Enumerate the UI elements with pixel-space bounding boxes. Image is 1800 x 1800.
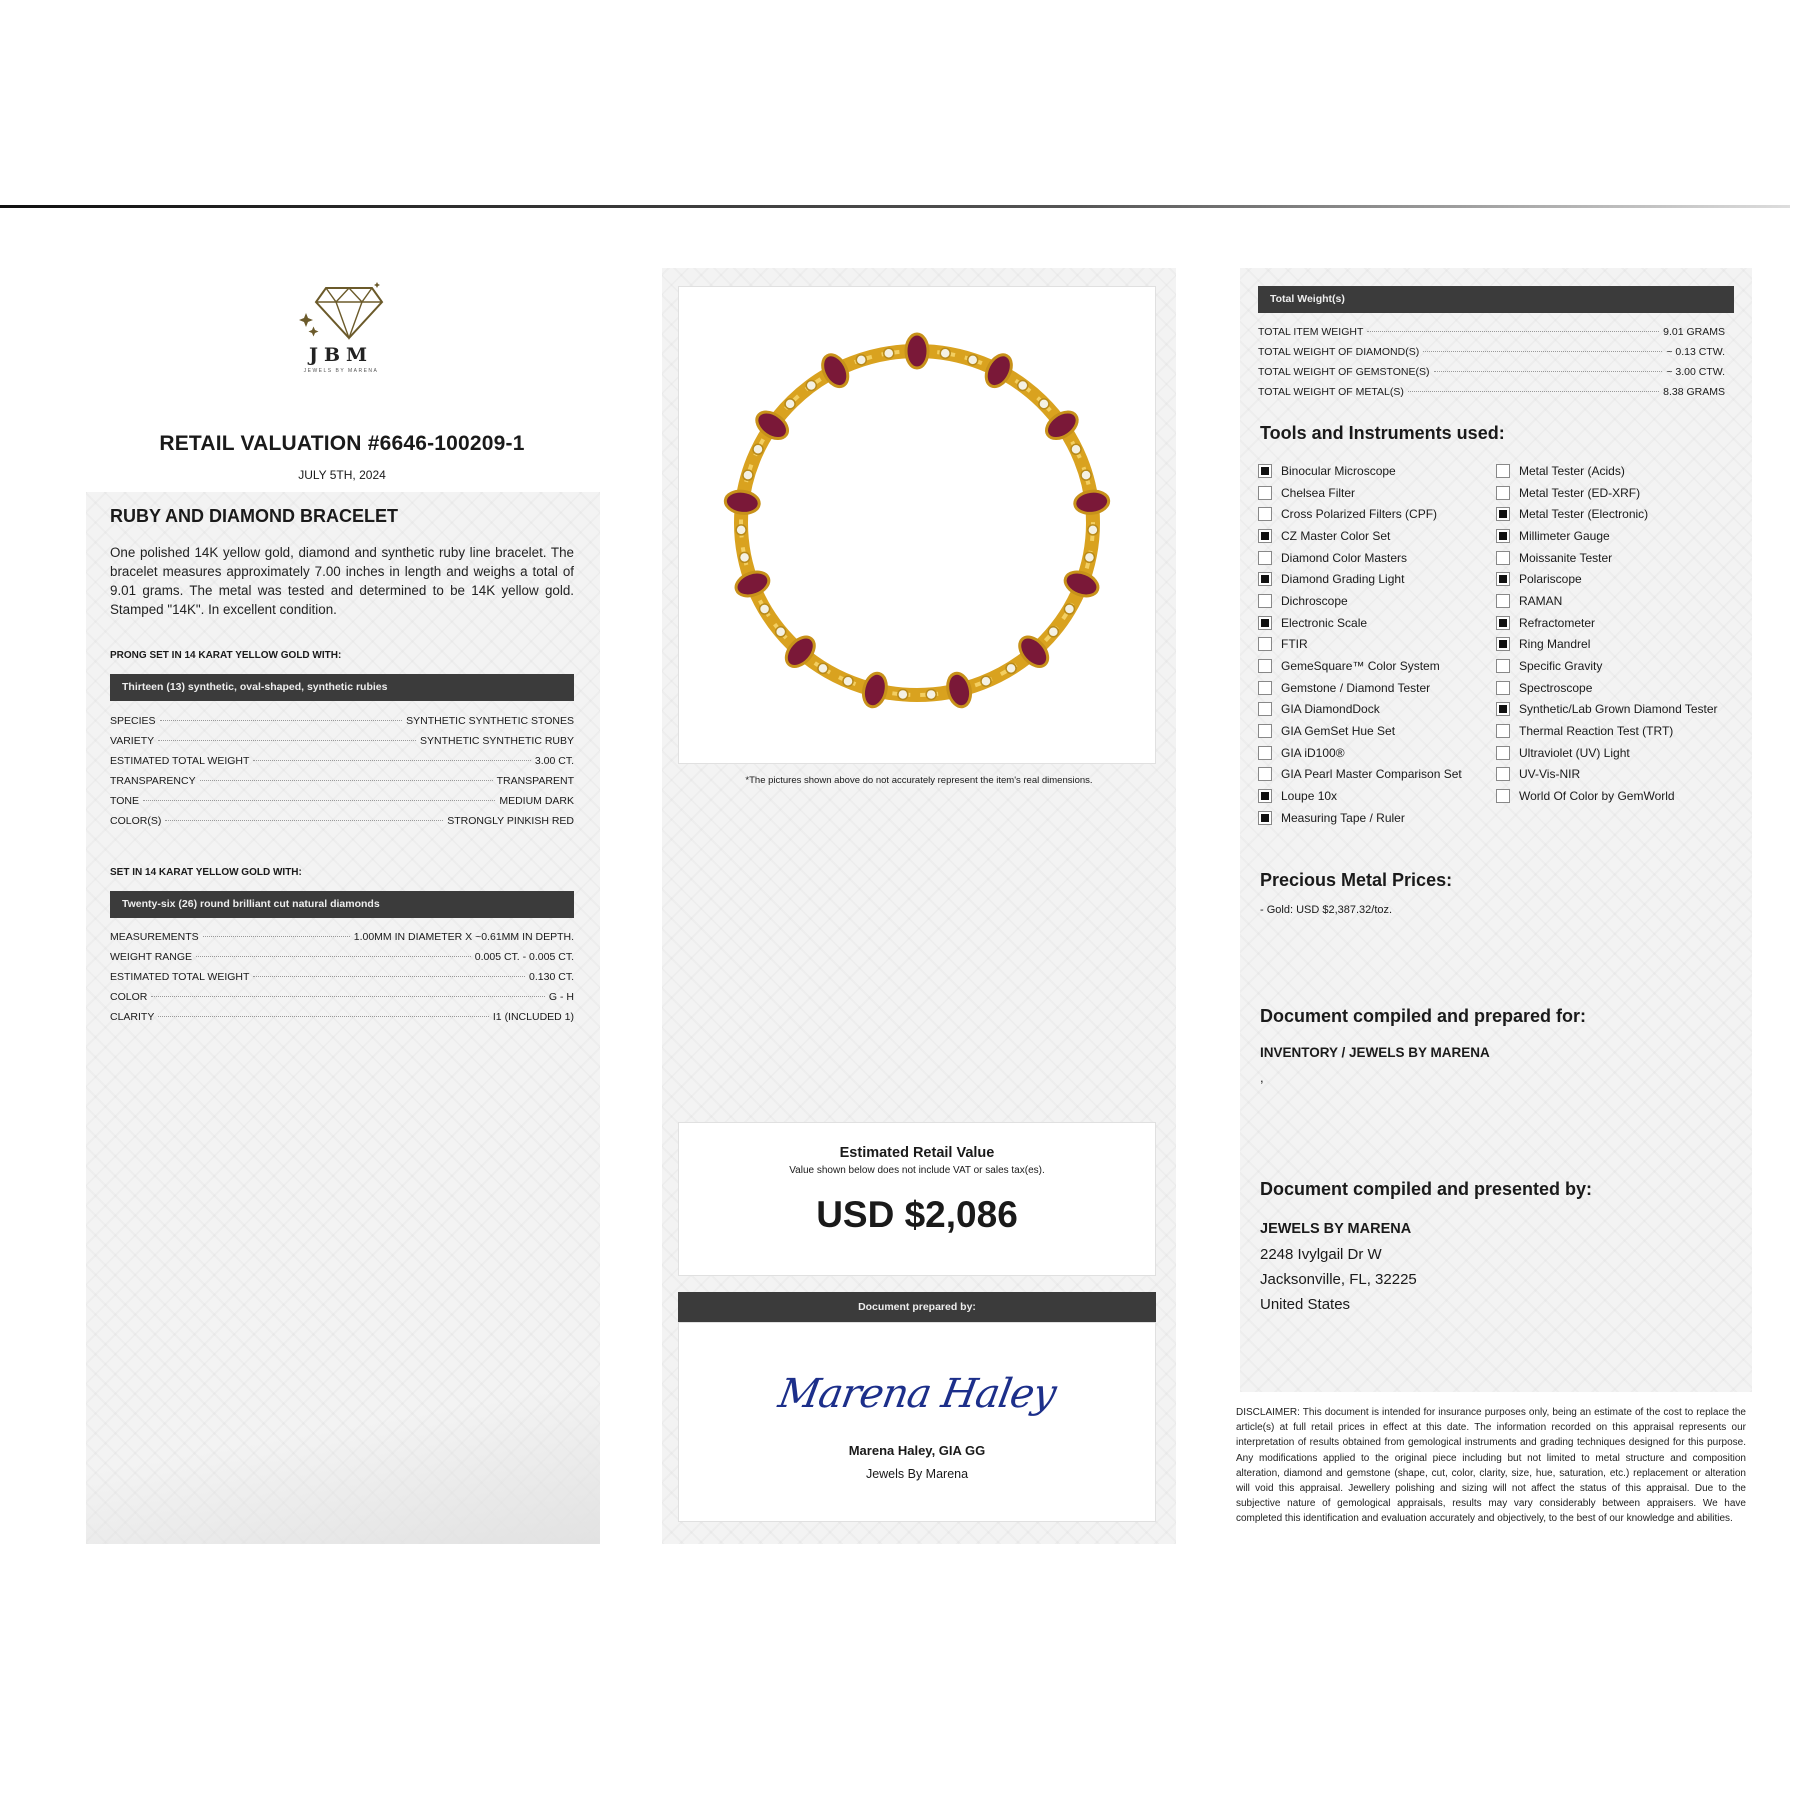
- spec-row: WEIGHT RANGE 0.005 CT. - 0.005 CT.: [110, 951, 574, 963]
- tool-item: [1258, 612, 1462, 634]
- tool-item: [1258, 503, 1462, 525]
- spec-row: ESTIMATED TOTAL WEIGHT 0.130 CT.: [110, 971, 574, 983]
- diamond-stone: [981, 676, 991, 686]
- prepared-for-name: INVENTORY / JEWELS BY MARENA: [1260, 1045, 1490, 1060]
- unchecked-box-icon: [1496, 681, 1510, 695]
- prepared-by-bar: Document prepared by:: [678, 1292, 1156, 1322]
- checked-box-icon: [1258, 616, 1272, 630]
- tool-label: Refractometer: [1519, 615, 1596, 630]
- unchecked-box-icon: [1258, 551, 1272, 565]
- spec-row: COLOR(S) STRONGLY PINKISH RED: [110, 815, 574, 827]
- checked-box-icon: [1258, 572, 1272, 586]
- diamond-stone: [740, 552, 750, 562]
- diamond-stone: [806, 380, 816, 390]
- tool-item: [1258, 547, 1462, 569]
- checked-box-icon: [1496, 616, 1510, 630]
- spec-row: MEASUREMENTS 1.00MM IN DIAMETER X ~0.61MM IN DEPTH.: [110, 931, 574, 943]
- ruby-stone: [724, 489, 760, 515]
- tool-label: GemeSquare™ Color System: [1281, 659, 1440, 674]
- item-title: RUBY AND DIAMOND BRACELET: [110, 506, 398, 526]
- ruby-stone: [1074, 489, 1110, 515]
- diamond-stone: [776, 627, 786, 637]
- tool-label: RAMAN: [1519, 593, 1563, 608]
- tool-label: Specific Gravity: [1519, 659, 1603, 674]
- signature: Marena Haley: [775, 1371, 1059, 1417]
- checked-box-icon: [1496, 702, 1510, 716]
- tool-item: [1258, 655, 1462, 677]
- diamond-stone: [940, 348, 950, 358]
- diamond-stone: [1018, 380, 1028, 390]
- tool-item: [1258, 568, 1462, 590]
- tool-label: Gemstone / Diamond Tester: [1281, 680, 1431, 695]
- diamond-specs: [110, 931, 574, 1031]
- tool-label: Electronic Scale: [1281, 615, 1368, 630]
- tool-item: [1258, 764, 1462, 786]
- tools-column-1: [1258, 460, 1462, 829]
- ruby-stone: [1062, 568, 1102, 601]
- tool-label: UV-Vis-NIR: [1519, 767, 1581, 782]
- appraiser-name: Marena Haley, GIA GG: [848, 1443, 986, 1458]
- diamond-stone: [968, 355, 978, 365]
- diamond-stone: [785, 399, 795, 409]
- tool-label: Cross Polarized Filters (CPF): [1281, 507, 1438, 522]
- logo-text: JBM: [308, 344, 374, 366]
- checked-box-icon: [1258, 811, 1272, 825]
- ruby-stone: [944, 671, 973, 709]
- tool-item: [1496, 612, 1718, 634]
- weight-row: TOTAL WEIGHT OF DIAMOND(S) ~ 0.13 CTW.: [1258, 346, 1725, 358]
- unchecked-box-icon: [1258, 724, 1272, 738]
- bracelet-image: [679, 287, 1155, 763]
- logo-subtext: JEWELS BY MARENA: [303, 368, 379, 374]
- unchecked-box-icon: [1496, 724, 1510, 738]
- retail-value-box: [678, 1122, 1156, 1276]
- metal-prices-heading: Precious Metal Prices:: [1260, 870, 1453, 890]
- spec-row: TRANSPARENCY TRANSPARENT: [110, 775, 574, 787]
- tool-label: Chelsea Filter: [1281, 485, 1356, 500]
- diamond-stone: [1006, 663, 1016, 673]
- tool-item: [1496, 634, 1718, 656]
- unchecked-box-icon: [1258, 637, 1272, 651]
- tool-item: [1496, 547, 1718, 569]
- spec-row: ESTIMATED TOTAL WEIGHT 3.00 CT.: [110, 755, 574, 767]
- tool-label: GIA GemSet Hue Set: [1281, 724, 1396, 739]
- diamond-stone: [753, 444, 763, 454]
- photo-note: *The pictures shown above do not accurately represent the item's real dimensions.: [745, 775, 1093, 786]
- unchecked-box-icon: [1496, 551, 1510, 565]
- tool-item: [1258, 634, 1462, 656]
- tool-item: [1496, 525, 1718, 547]
- tool-item: [1258, 720, 1462, 742]
- tool-item: [1496, 655, 1718, 677]
- retail-value-amount: USD $2,086: [816, 1194, 1018, 1235]
- tool-label: Metal Tester (Electronic): [1519, 507, 1649, 522]
- unchecked-box-icon: [1258, 594, 1272, 608]
- tool-item: [1496, 568, 1718, 590]
- tool-item: [1496, 677, 1718, 699]
- tool-label: CZ Master Color Set: [1281, 528, 1391, 543]
- tool-label: Ultraviolet (UV) Light: [1519, 745, 1630, 760]
- tool-label: Diamond Color Masters: [1281, 550, 1408, 565]
- gemstone-heading: PRONG SET IN 14 KARAT YELLOW GOLD WITH:: [110, 650, 342, 661]
- tool-label: Loupe 10x: [1281, 789, 1338, 804]
- tool-item: [1496, 742, 1718, 764]
- spec-row: VARIETY SYNTHETIC SYNTHETIC RUBY: [110, 735, 574, 747]
- diamond-stone: [843, 676, 853, 686]
- tool-label: GIA iD100®: [1281, 745, 1345, 760]
- tool-label: GIA Pearl Master Comparison Set: [1281, 767, 1462, 782]
- presenter-street: 2248 Ivylgail Dr W: [1260, 1246, 1382, 1263]
- valuation-date: JULY 5TH, 2024: [298, 468, 386, 482]
- checked-box-icon: [1496, 529, 1510, 543]
- weight-row: TOTAL WEIGHT OF METAL(S) 8.38 GRAMS: [1258, 386, 1725, 398]
- presenter-city: Jacksonville, FL, 32225: [1260, 1271, 1417, 1288]
- unchecked-box-icon: [1496, 464, 1510, 478]
- unchecked-box-icon: [1496, 594, 1510, 608]
- gemstone-bar: Thirteen (13) synthetic, oval-shaped, synthetic rubies: [110, 674, 574, 701]
- diamond-bar: Twenty-six (26) round brilliant cut natural diamonds: [110, 891, 574, 918]
- checked-box-icon: [1258, 529, 1272, 543]
- tool-label: Binocular Microscope: [1281, 463, 1396, 478]
- checked-box-icon: [1496, 507, 1510, 521]
- weight-row: TOTAL WEIGHT OF GEMSTONE(S) ~ 3.00 CTW.: [1258, 366, 1725, 378]
- checked-box-icon: [1496, 572, 1510, 586]
- tool-item: [1258, 525, 1462, 547]
- diamond-stone: [818, 663, 828, 673]
- unchecked-box-icon: [1258, 702, 1272, 716]
- tool-label: Ring Mandrel: [1519, 637, 1591, 652]
- tool-label: Thermal Reaction Test (TRT): [1519, 724, 1674, 739]
- diamond-stone: [760, 604, 770, 614]
- diamond-heading: SET IN 14 KARAT YELLOW GOLD WITH:: [110, 867, 302, 878]
- tool-item: [1496, 503, 1718, 525]
- diamond-stone: [1039, 399, 1049, 409]
- total-weights-bar: Total Weight(s): [1258, 286, 1734, 313]
- tool-label: Synthetic/Lab Grown Diamond Tester: [1519, 702, 1718, 717]
- tool-label: FTIR: [1281, 637, 1308, 652]
- diamond-stone: [898, 689, 908, 699]
- tool-label: Polariscope: [1519, 572, 1582, 587]
- weight-row: TOTAL ITEM WEIGHT 9.01 GRAMS: [1258, 326, 1725, 338]
- tool-label: GIA DiamondDock: [1281, 702, 1380, 717]
- prepared-by-box: [678, 1322, 1156, 1522]
- unchecked-box-icon: [1496, 486, 1510, 500]
- tool-item: [1258, 742, 1462, 764]
- top-divider: [0, 205, 1790, 208]
- checked-box-icon: [1258, 464, 1272, 478]
- tool-item: [1496, 590, 1718, 612]
- ruby-stone: [860, 671, 889, 709]
- disclaimer: DISCLAIMER: This document is intended for insurance purposes only, being an estimate of the cost to replace the article(s) at full retail prices in effect at this date. The information recorded on this appraisal represents our interpretation of results obtained from gemological instruments and grading techniques designed for this purpose. Any modifications applied to the original piece including but not limited to metal structure and composition alteration, diamond and gemstone (shape, cut, color, clarity, size, hue, saturation, etc.) replacement or alteration will void this appraisal. Jewellery polishing and sizing will not affect the status of this appraisal. Due to the subjective nature of gemological appraisals, results may vary considerably between appraisers. We have completed this identification and evaluation accurately and objectively, to the best of our knowledge and abilities.: [1236, 1407, 1746, 1525]
- tool-label: Metal Tester (Acids): [1519, 463, 1625, 478]
- jbm-logo: [286, 282, 396, 382]
- valuation-title: RETAIL VALUATION #6646-100209-1: [159, 432, 525, 455]
- diamond-stone: [1048, 627, 1058, 637]
- tool-item: [1496, 785, 1718, 807]
- tool-item: [1258, 460, 1462, 482]
- presenter-company: JEWELS BY MARENA: [1260, 1221, 1412, 1237]
- diamond-icon: [298, 282, 384, 342]
- diamond-stone: [1081, 470, 1091, 480]
- spec-row: COLOR G - H: [110, 991, 574, 1003]
- unchecked-box-icon: [1258, 681, 1272, 695]
- spec-row: SPECIES SYNTHETIC SYNTHETIC STONES: [110, 715, 574, 727]
- ruby-stone: [906, 334, 928, 368]
- unchecked-box-icon: [1496, 789, 1510, 803]
- checked-box-icon: [1258, 789, 1272, 803]
- tool-item: [1496, 460, 1718, 482]
- diamond-stone: [926, 689, 936, 699]
- bracelet-photo: [678, 286, 1156, 764]
- presented-by-heading: Document compiled and presented by:: [1260, 1179, 1593, 1199]
- diamond-stone: [1064, 604, 1074, 614]
- unchecked-box-icon: [1258, 659, 1272, 673]
- total-weights: [1258, 326, 1725, 406]
- tool-label: Moissanite Tester: [1519, 550, 1613, 565]
- diamond-stone: [1084, 552, 1094, 562]
- tool-item: [1258, 699, 1462, 721]
- tool-label: Dichroscope: [1281, 593, 1348, 608]
- unchecked-box-icon: [1258, 746, 1272, 760]
- gold-price: - Gold: USD $2,387.32/toz.: [1260, 904, 1393, 916]
- diamond-stone: [1088, 525, 1098, 535]
- gemstone-specs: [110, 715, 574, 835]
- unchecked-box-icon: [1258, 486, 1272, 500]
- tool-label: Diamond Grading Light: [1281, 572, 1405, 587]
- appraiser-company: Jewels By Marena: [865, 1467, 969, 1481]
- tool-item: [1258, 677, 1462, 699]
- checked-box-icon: [1496, 637, 1510, 651]
- prepared-for-line2: ,: [1260, 1070, 1264, 1085]
- unchecked-box-icon: [1496, 659, 1510, 673]
- tool-item: [1496, 720, 1718, 742]
- presented-by-address: [1260, 1217, 1417, 1317]
- retail-value-title: Estimated Retail Value: [839, 1145, 995, 1161]
- diamond-stone: [884, 348, 894, 358]
- unchecked-box-icon: [1496, 746, 1510, 760]
- diamond-stone: [856, 355, 866, 365]
- tool-item: [1258, 785, 1462, 807]
- tools-column-2: [1496, 460, 1718, 807]
- ruby-stone: [733, 568, 773, 601]
- diamond-stone: [736, 525, 746, 535]
- tool-item: [1258, 482, 1462, 504]
- tools-heading: Tools and Instruments used:: [1260, 423, 1505, 443]
- unchecked-box-icon: [1258, 767, 1272, 781]
- presenter-country: United States: [1260, 1296, 1351, 1313]
- tool-label: Spectroscope: [1519, 680, 1593, 695]
- unchecked-box-icon: [1258, 507, 1272, 521]
- tool-label: Measuring Tape / Ruler: [1281, 810, 1405, 825]
- spec-row: TONE MEDIUM DARK: [110, 795, 574, 807]
- diamond-stone: [743, 470, 753, 480]
- tool-label: Metal Tester (ED-XRF): [1519, 485, 1641, 500]
- tool-item: [1496, 482, 1718, 504]
- tool-item: [1258, 807, 1462, 829]
- unchecked-box-icon: [1496, 767, 1510, 781]
- tool-label: Millimeter Gauge: [1519, 528, 1610, 543]
- tool-item: [1496, 764, 1718, 786]
- diamond-stone: [1071, 444, 1081, 454]
- tool-item: [1496, 699, 1718, 721]
- item-description: One polished 14K yellow gold, diamond and synthetic ruby line bracelet. The bracelet measures approximately 7.00 inches in length and weighs a total of 9.01 grams. The metal was tested and determined to be 14K yellow gold. Stamped "14K". In excellent condition.: [110, 545, 574, 617]
- tool-item: [1258, 590, 1462, 612]
- tool-label: World Of Color by GemWorld: [1519, 789, 1675, 804]
- prepared-for-heading: Document compiled and prepared for:: [1260, 1006, 1587, 1026]
- retail-value-subtitle: Value shown below does not include VAT or sales tax(es).: [789, 1165, 1045, 1176]
- spec-row: CLARITY I1 (INCLUDED 1): [110, 1011, 574, 1023]
